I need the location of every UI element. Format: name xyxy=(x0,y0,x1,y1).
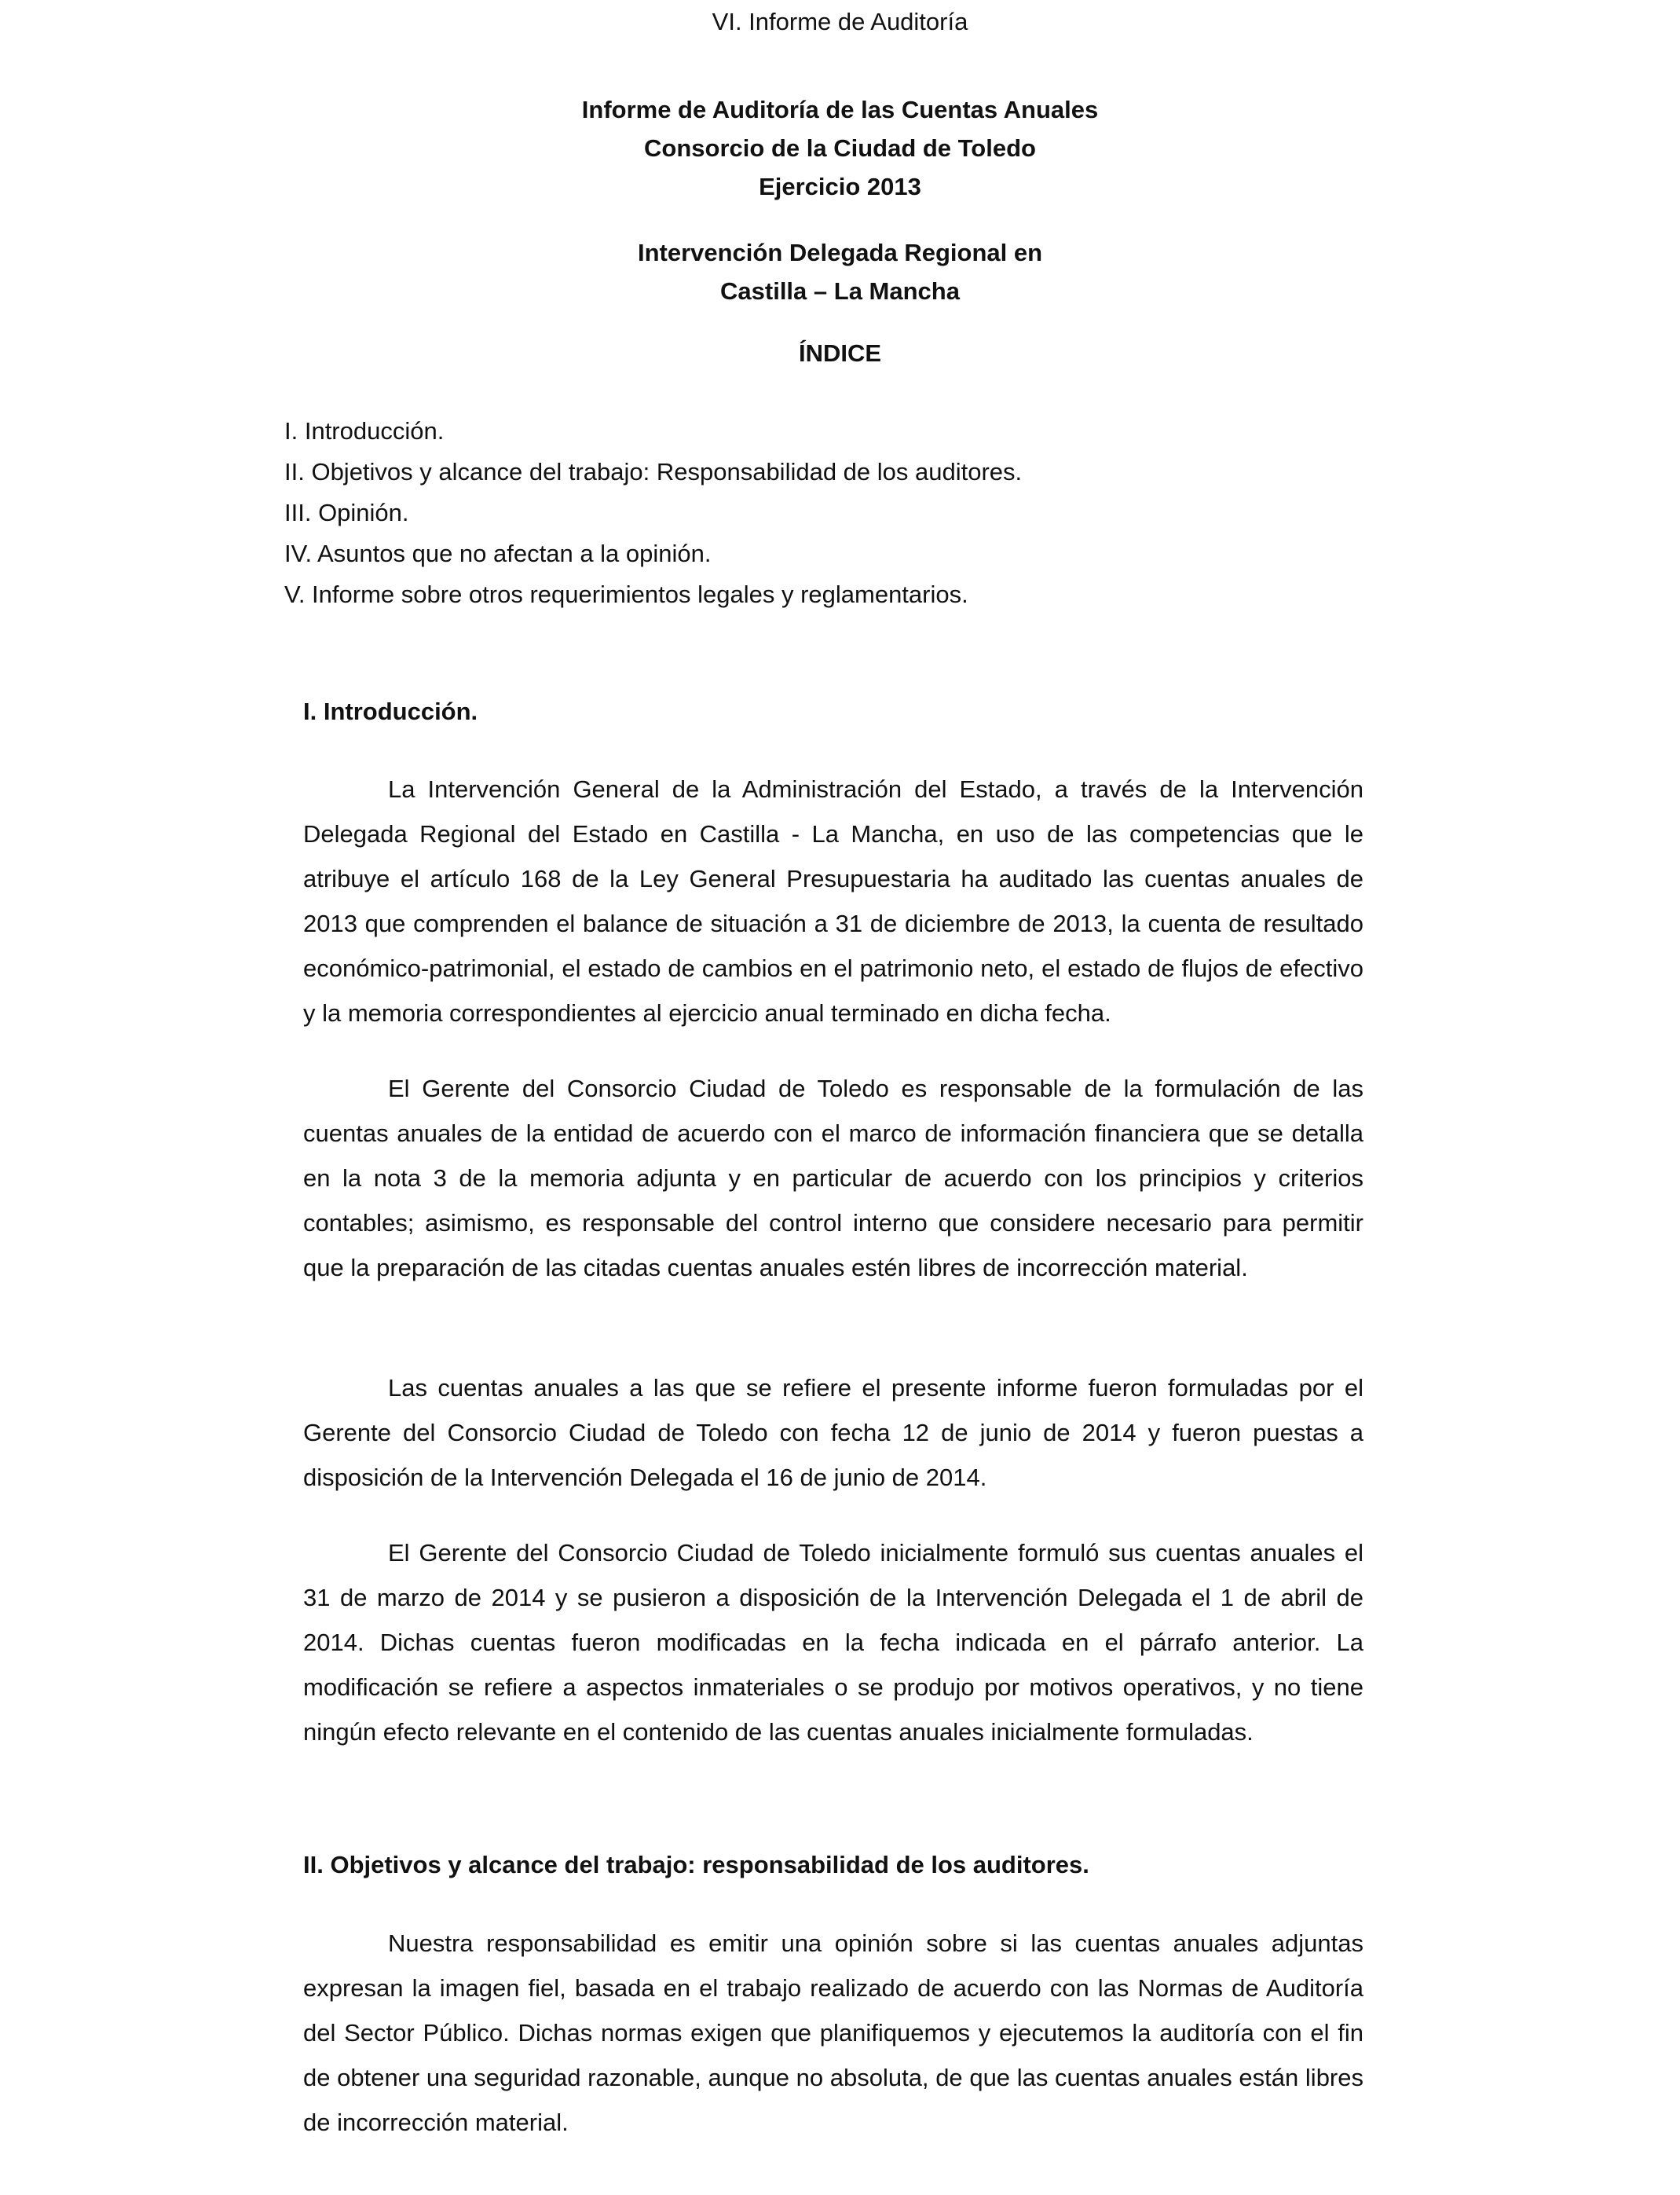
index-heading: ÍNDICE xyxy=(798,339,882,367)
organization-line-1: Intervención Delegada Regional en xyxy=(637,239,1043,266)
section-heading-introduccion: I. Introducción. xyxy=(303,698,478,725)
toc-item-asuntos: IV. Asuntos que no afectan a la opinión. xyxy=(284,540,712,567)
report-title-line-3: Ejercicio 2013 xyxy=(759,173,921,200)
toc-item-otros-requerimientos: V. Informe sobre otros requerimientos legales y reglamentarios. xyxy=(284,581,968,608)
paragraph: El Gerente del Consorcio Ciudad de Toledo inicialmente formuló sus cuentas anuales el 31 de marzo de 2014 y se pusieron a disposición de la Intervención Delegada el 1 de abril de 2014. Dichas cuentas fueron modificadas en la fecha indicada en el párrafo anterior. La modificación se refiere a aspectos inmateriales o se produjo por motivos operativos, y no tiene ningún efecto relevante en el contenido de las cuentas anuales inicialmente formuladas. xyxy=(303,1539,1363,1746)
table-of-contents xyxy=(284,411,1462,615)
paragraph: Nuestra responsabilidad es emitir una opinión sobre si las cuentas anuales adjuntas expresan la imagen fiel, basada en el trabajo realizado de acuerdo con las Normas de Auditoría del Sector Público. Dichas normas exigen que planifiquemos y ejecutemos la auditoría con el fin de obtener una seguridad razonable, aunque no absoluta, de que las cuentas anuales están libres de incorrección material. xyxy=(303,1929,1363,2136)
paragraph: La Intervención General de la Administración del Estado, a través de la Intervención Delegada Regional del Estado en Castilla - La Mancha, en uso de las competencias que le atribuye el artículo 168 de la Ley General Presupuestaria ha auditado las cuentas anuales de 2013 que comprenden el balance de situación a 31 de diciembre de 2013, la cuenta de resultado económico-patrimonial, el estado de cambios en el patrimonio neto, el estado de flujos de efectivo y la memoria correspondientes al ejercicio anual terminado en dicha fecha. xyxy=(303,775,1363,1027)
toc-item-objetivos: II. Objetivos y alcance del trabajo: Responsabilidad de los auditores. xyxy=(284,458,1023,486)
toc-item-opinion: III. Opinión. xyxy=(284,499,409,526)
issuing-organization xyxy=(0,233,1680,310)
report-title-line-1: Informe de Auditoría de las Cuentas Anuales xyxy=(581,96,1099,123)
toc-item-introduccion: I. Introducción. xyxy=(284,417,445,445)
paragraph: Las cuentas anuales a las que se refiere el presente informe fueron formuladas por el Gerente del Consorcio Ciudad de Toledo con fecha 12 de junio de 2014 y fueron puestas a disposición de la Intervención Delegada el 16 de junio de 2014. xyxy=(303,1374,1363,1491)
paragraph: El Gerente del Consorcio Ciudad de Toledo es responsable de la formulación de las cuentas anuales de la entidad de acuerdo con el marco de información financiera que se detalla en la nota 3 de la memoria adjunta y en particular de acuerdo con los principios y criterios contables; asimismo, es responsable del control interno que considere necesario para permitir que la preparación de las citadas cuentas anuales estén libres de incorrección material. xyxy=(303,1075,1363,1281)
running-header: VI. Informe de Auditoría xyxy=(712,8,968,35)
report-title-line-2: Consorcio de la Ciudad de Toledo xyxy=(644,134,1036,162)
report-title xyxy=(0,90,1680,206)
organization-line-2: Castilla – La Mancha xyxy=(720,277,960,305)
section-heading-objetivos: II. Objetivos y alcance del trabajo: responsabilidad de los auditores. xyxy=(303,1851,1089,1878)
